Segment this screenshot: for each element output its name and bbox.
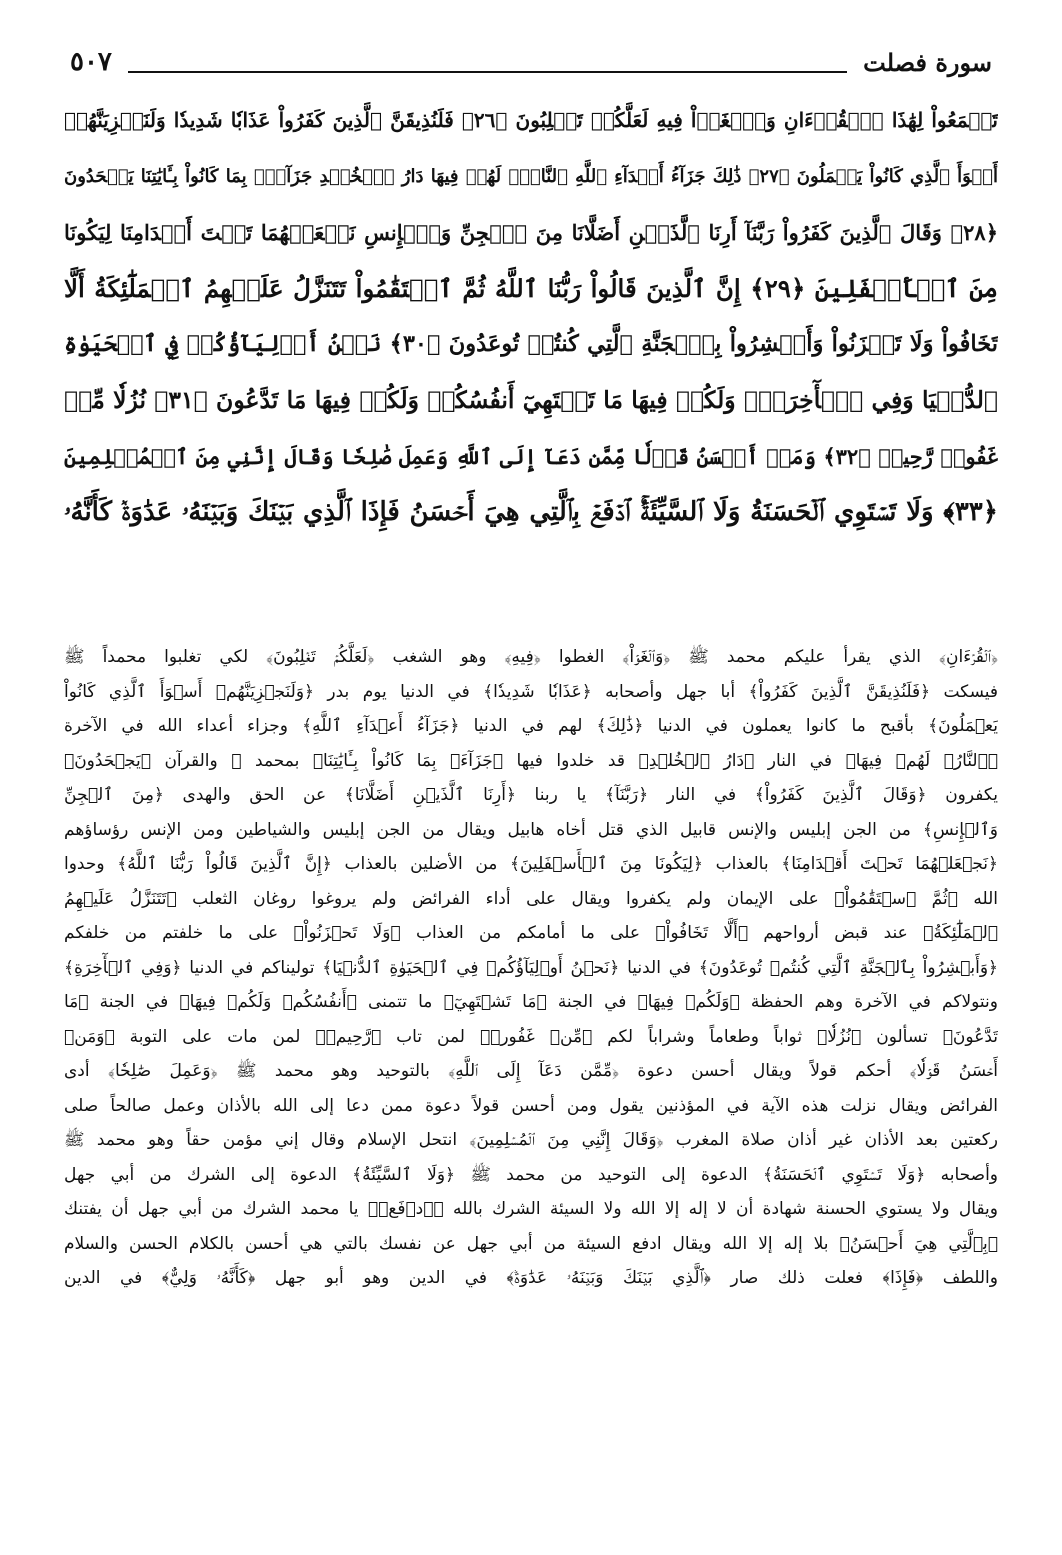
tafsir-line: ﴿ٱلۡقُرۡءَانِ﴾ الذي يقرأ عليكم محمد ﷺ ﴿وَٱلۡغَوۡاْ﴾ الغطوا ﴿فِيهِ﴾ وهو الشغب ﴿لَعَلَّكُمۡ تَغۡلِبُونَ﴾ لكي تغلبوا محمداً ﷺ [64, 647, 998, 667]
tafsir-line: أَحۡسَنُ قَوۡلٗا﴾ أحكم قولاً ويقال أحسن دعوة ﴿مِّمَّن دَعَآ إِلَى ٱللَّهِ﴾ بالتوحيد وهو محمد ﷺ ﴿وَعَمِلَ صَٰلِحٗا﴾ أدى [64, 1061, 998, 1081]
quran-line-text: تَسۡمَعُواْ لِهَٰذَا ٱلۡقُرۡءَانِ وَٱلۡغَوۡاْ فِيهِ لَعَلَّكُمۡ تَغۡلِبُونَ ﴿٢٦﴾ فَلَنُذِيقَنَّ ٱلَّذِينَ كَفَرُواْ عَذَابٗا شَدِيدٗا وَلَنَجۡزِيَنَّهُمۡ [64, 108, 998, 132]
tafsir-line: ٱلۡمَلَٰٓئِكَةُ﴾ عند قبض أرواحهم ﴿أَلَّا تَخَافُواْ﴾ على ما أمامكم من العذاب ﴿وَلَا تَحۡزَنُواْ﴾ على ما خلفتم من خلفكم [64, 923, 998, 943]
tafsir-line: وَٱلۡإِنسِ﴾ من الجن إبليس والإنس قابيل الذي قتل أخاه هابيل ويقال من الجن إبليس والشياطين ومن الإنس رؤساؤهم [64, 819, 998, 840]
quran-line [64, 428, 998, 484]
quran-line [64, 372, 998, 428]
tafsir-line: واللطف ﴿فَإِذَا﴾ فعلت ذلك صار ﴿ٱلَّذِي بَيۡنَكَ وَبَيۡنَهُۥ عَدَٰوَةٞ﴾ في الدين وهو أبو جهل ﴿كَأَنَّهُۥ وَلِيٌّ﴾ في الدين [64, 1268, 998, 1288]
quran-line-text: مِنَ ٱلۡأَسۡفَلِينَ ﴿٢٩﴾ إِنَّ ٱلَّذِينَ قَالُواْ رَبُّنَا ٱللَّهُ ثُمَّ ٱسۡتَقَٰمُواْ تَتَنَزَّلُ عَلَيۡهِمُ ٱلۡمَلَٰٓئِكَةُ أَلَّا [64, 273, 998, 303]
tafsir-line: فيسكت ﴿فَلَنُذِيقَنَّ ٱلَّذِينَ كَفَرُواْ﴾ أبا جهل وأصحابه ﴿عَذَابٗا شَدِيدٗا﴾ في الدنيا يوم بدر ﴿وَلَنَجۡزِيَنَّهُمۡ أَسۡوَأَ ٱلَّذِي كَانُواْ [64, 681, 998, 702]
page-header [70, 42, 992, 82]
tafsir-line: يكفرون ﴿وَقَالَ ٱلَّذِينَ كَفَرُواْ﴾ في النار ﴿رَبَّنَآ﴾ يا ربنا ﴿أَرِنَا ٱلَّذَيۡنِ أَضَلَّانَا﴾ عن الحق والهدى ﴿مِنَ ٱلۡجِنِّ [64, 785, 998, 805]
tafsir-line: الله ﴿ثُمَّ ٱسۡتَقَٰمُواْ﴾ على الإيمان ولم يكفروا ويقال على أداء الفرائض ولم يروغوا روغان الثعلب ﴿تَتَنَزَّلُ عَلَيۡهِمُ [64, 888, 998, 909]
header-rule [128, 71, 847, 73]
quran-line-text: ٱلدُّنۡيَا وَفِي ٱلۡأٓخِرَةِۖ وَلَكُمۡ فِيهَا مَا تَشۡتَهِيٓ أَنفُسُكُمۡ وَلَكُمۡ فِيهَا مَا تَدَّعُونَ ﴿٣١﴾ نُزُلٗا مِّنۡ [64, 386, 998, 414]
tafsir-line: ويقال ولا يستوي الحسنة شهادة أن لا إله إلا الله ولا السيئة الشرك بالله ﴿ٱدۡفَعۡ﴾ يا محمد الشرك من أبي جهل أن يفتنك [64, 1199, 998, 1219]
quran-line [64, 260, 998, 316]
tafsir-line: ﴿وَأَبۡشِرُواْ بِٱلۡجَنَّةِ ٱلَّتِي كُنتُمۡ تُوعَدُونَ﴾ في الدنيا ﴿نَحۡنُ أَوۡلِيَآؤُكُمۡ فِي ٱلۡحَيَوٰةِ ٱلدُّنۡيَا﴾ توليناكم في الدنيا ﴿وَفِي ٱلۡأٓخِرَةِ﴾ [64, 957, 998, 978]
quran-line [64, 204, 998, 260]
tafsir-line: يَعۡمَلُونَ﴾ بأقبح ما كانوا يعملون في الدنيا ﴿ذَٰلِكَ﴾ لهم في الدنيا ﴿جَزَآءُ أَعۡدَآءِ ٱللَّهِ﴾ وجزاء أعداء الله في الآخرة [64, 716, 998, 736]
tafsir-line: تَدَّعُونَ﴾ تسألون ﴿نُزُلٗا﴾ ثواباً وطعاماً وشراباً لكم ﴿مِّنۡ غَفُورٖ﴾ لمن تاب ﴿رَّحِيمٖ﴾ لمن مات على التوبة ﴿وَمَنۡ [64, 1026, 998, 1047]
quran-line-text: ﴿٢٨﴾ وَقَالَ ٱلَّذِينَ كَفَرُواْ رَبَّنَآ أَرِنَا ٱلَّذَيۡنِ أَضَلَّانَا مِنَ ٱلۡجِنِّ وَٱلۡإِنسِ نَجۡعَلۡهُمَا تَحۡتَ أَقۡدَامِنَا لِيَكُونَا [64, 219, 998, 245]
tafsir-line: ﴿بِٱلَّتِي هِيَ أَحۡسَنُ﴾ بلا إله إلا الله ويقال ادفع السيئة من أبي جهل عن نفسك بالتي هي أحسن بالكلام الحسن والسلام [64, 1233, 998, 1254]
tafsir-text-block [64, 640, 998, 1296]
tafsir-line: ونتولاكم في الآخرة وهم الحفظة ﴿وَلَكُمۡ فِيهَا﴾ في الجنة ﴿مَا تَشۡتَهِيٓ﴾ ما تتمنى ﴿أَنفُسُكُمۡ وَلَكُمۡ فِيهَا﴾ في الجنة ﴿مَا [64, 992, 998, 1012]
tafsir-line: ركعتين بعد الأذان غير أذان صلاة المغرب ﴿وَقَالَ إِنَّنِي مِنَ ٱلۡمُسۡلِمِينَ﴾ انتحل الإسلام وقال إني مؤمن حقاً وهو محمد ﷺ [64, 1130, 998, 1150]
surah-title: سورة فصلت [863, 47, 992, 77]
quran-line-text: أَسۡوَأَ ٱلَّذِي كَانُواْ يَعۡمَلُونَ ﴿٢٧﴾ ذَٰلِكَ جَزَآءُ أَعۡدَآءِ ٱللَّهِ ٱلنَّارُۖ لَهُمۡ فِيهَا دَارُ ٱلۡخُلۡدِ جَزَآءَۢ بِمَا كَانُواْ بِـَٔايَٰتِنَا يَجۡحَدُونَ [64, 165, 998, 187]
quran-line-text: ﴿٣٣﴾ وَلَا تَسۡتَوِي ٱلۡحَسَنَةُ وَلَا ٱلسَّيِّئَةُۚ ٱدۡفَعۡ بِٱلَّتِي هِيَ أَحۡسَنُ فَإِذَا ٱلَّذِي بَيۡنَكَ وَبَيۡنَهُۥ عَدَٰوَةٞ كَأَنَّهُۥ [64, 496, 998, 527]
page-number: ٥٠٧ [70, 47, 112, 77]
tafsir-line: الفرائض ويقال نزلت هذه الآية في المؤذنين يقول ومن أحسن قولاً دعوة ممن دعا إلى الله بالأذان وعمل صالحاً صلى [64, 1095, 998, 1116]
quran-line [64, 316, 998, 372]
tafsir-line: ﴿نَجۡعَلۡهُمَا تَحۡتَ أَقۡدَامِنَا﴾ بالعذاب ﴿لِيَكُونَا مِنَ ٱلۡأَسۡفَلِينَ﴾ من الأضلين بالعذاب ﴿إِنَّ ٱلَّذِينَ قَالُواْ رَبُّنَا ٱللَّهُ﴾ وحدوا [64, 854, 998, 874]
quran-line [64, 148, 998, 204]
quran-line [64, 92, 998, 148]
tafsir-line: ﴿ٱلنَّارُۖ لَهُمۡ فِيهَا﴾ في النار ﴿دَارُ ٱلۡخُلۡدِ﴾ قد خلدوا فيها ﴿جَزَآءَۢ بِمَا كَانُواْ بِـَٔايَٰتِنَا﴾ بمحمد ﷺ والقرآن ﴿يَجۡحَدُونَ﴾ [64, 750, 998, 771]
quran-line-text: تَخَافُواْ وَلَا تَحۡزَنُواْ وَأَبۡشِرُواْ بِٱلۡجَنَّةِ ٱلَّتِي كُنتُمۡ تُوعَدُونَ ﴿٣٠﴾ نَحۡنُ أَوۡلِيَآؤُكُمۡ فِي ٱلۡحَيَوٰةِ [64, 331, 998, 357]
quran-line-text: غَفُورٖ رَّحِيمٖ ﴿٣٢﴾ وَمَنۡ أَحۡسَنُ قَوۡلٗا مِّمَّن دَعَآ إِلَى ٱللَّهِ وَعَمِلَ صَٰلِحٗا وَقَالَ إِنَّنِي مِنَ ٱلۡمُسۡلِمِينَ [64, 443, 998, 469]
quran-text-block [64, 92, 998, 540]
tafsir-line: وأصحابه ﴿وَلَا تَسۡتَوِي ٱلۡحَسَنَةُ﴾ الدعوة إلى التوحيد من محمد ﷺ ﴿وَلَا ٱلسَّيِّئَةُ﴾ الدعوة إلى الشرك من أبي جهل [64, 1164, 998, 1185]
quran-line [64, 484, 998, 540]
